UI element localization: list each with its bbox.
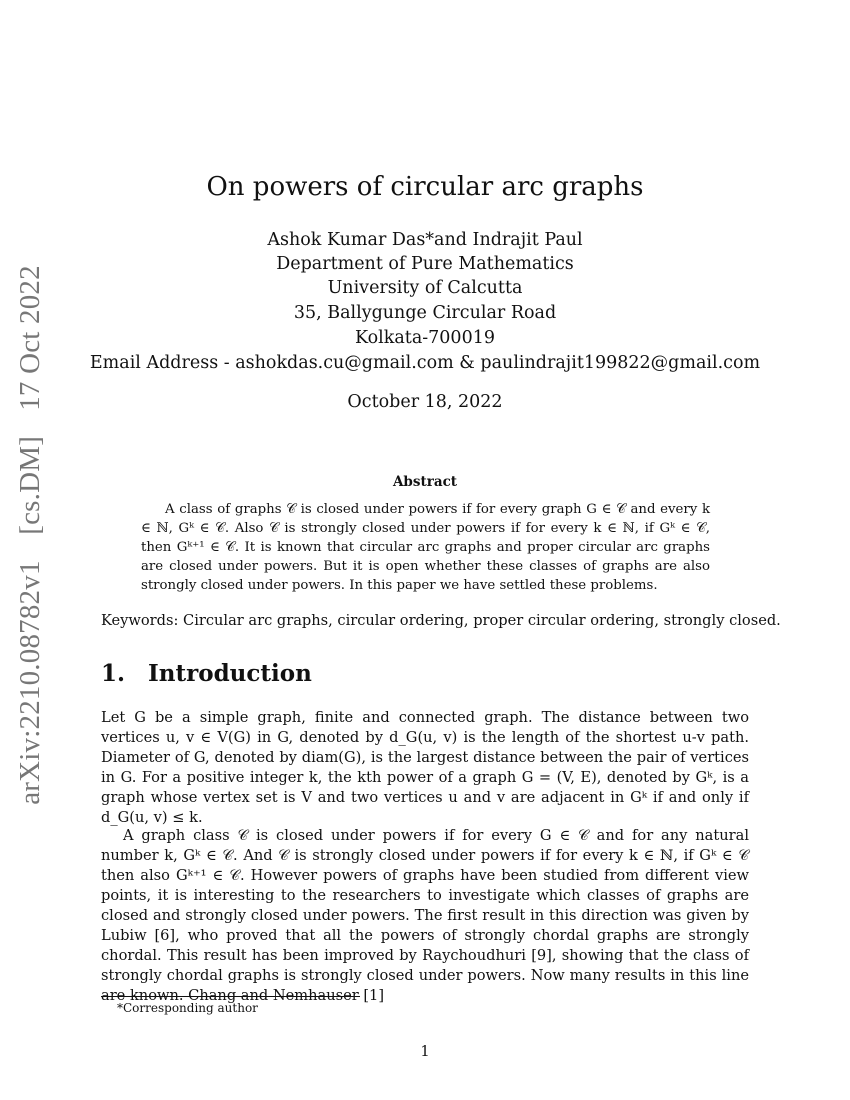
section-title: Introduction [148,660,312,687]
author-university: University of Calcutta [327,278,523,298]
author-department: Department of Pure Mathematics [276,254,574,274]
paragraph-2 [101,826,749,1006]
paragraph-1-text: Let G be a simple graph, finite and connected graph. The distance between two vertices u, v ∈ V(G) in G, denoted by d_G(u, v) is the length of the shortest u-v path. Diameter of G, denoted by diam(G), is the largest distance between the pair of vertices in G. For a positive integer k, the kth power of a graph G = (V, E), denoted by Gᵏ, is a graph whose vertex set is V and two vertices u and v are adjacent in Gᵏ if and only if d_G(u, v) ≤ k. [101,709,749,826]
section-heading [101,660,312,687]
paper-title: On powers of circular arc graphs [206,172,644,202]
page-number: 1 [420,1043,430,1060]
arxiv-date: 17 Oct 2022 [14,265,46,411]
abstract-heading: Abstract [392,474,458,490]
paragraph-1 [101,708,749,828]
paper-date: October 18, 2022 [347,392,503,412]
arxiv-category: [cs.DM] [14,436,46,535]
author-street: 35, Ballygunge Circular Road [293,303,557,323]
footnote: *Corresponding author [117,1001,258,1015]
author-names: Ashok Kumar Das*and Indrajit Paul [267,230,583,250]
abstract-text: A class of graphs 𝒞 is closed under powers if for every graph G ∈ 𝒞 and every k ∈ ℕ, Gᵏ ∈ 𝒞. Also 𝒞 is strongly closed under powers if for every k ∈ ℕ, if Gᵏ ∈ 𝒞, then Gᵏ⁺¹ ∈ 𝒞. It is known that circular arc graphs and proper circular arc graphs are closed under powers. But it is open whether these classes of graphs are also strongly closed under powers. In this paper we have settled these problems. [141,502,710,593]
keywords: Keywords: Circular arc graphs, circular ordering, proper circular ordering, strongly closed. [101,612,781,629]
abstract-body [141,500,710,595]
paragraph-2-text: A graph class 𝒞 is closed under powers if for every G ∈ 𝒞 and for any natural number k, Gᵏ ∈ 𝒞. And 𝒞 is strongly closed under powers if for every k ∈ ℕ, if Gᵏ ∈ 𝒞 then also Gᵏ⁺¹ ∈ 𝒞. However powers of graphs have been studied from different view points, it is interesting to the researchers to investigate which classes of graphs are closed and strongly closed under powers. The first result in this direction was given by Lubiw [6], who proved that all the powers of strongly chordal graphs are strongly chordal. This result has been improved by Raychoudhuri [9], showing that the class of strongly chordal graphs is strongly closed under powers. Now many results in this line are known. Chang and Nemhauser [1] [101,827,749,1004]
author-email: Email Address - ashokdas.cu@gmail.com & paulindrajit199822@gmail.com [89,353,761,373]
footnote-rule [101,996,360,997]
author-city: Kolkata-700019 [355,328,495,348]
section-number: 1. [101,660,126,687]
arxiv-id: arXiv:2210.08782v1 [14,560,46,805]
